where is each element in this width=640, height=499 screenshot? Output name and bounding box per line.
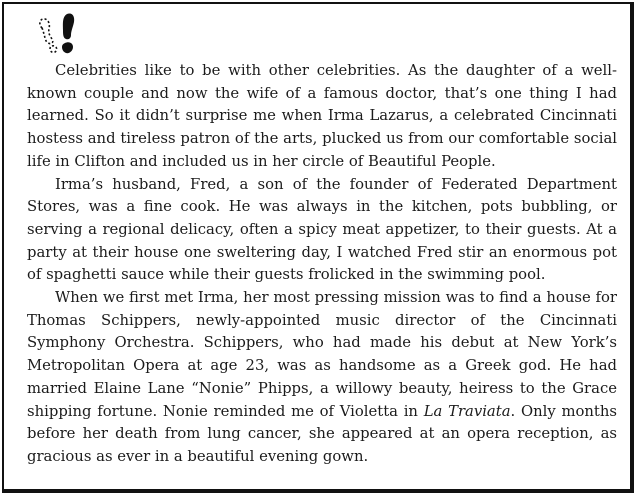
paragraph-3-part-1: When we first met Irma, her most pressing mission was to find a house for Thomas Schippers, newly-appointed music director of the Cincinnati Symphony Orchestra. Schippers, who had made his debut at New York’s Metropolitan Opera at age 23, was as handsome as a Greek god. He had married Elaine Lane “Nonie” Phipps, a willowy beauty, heiress to the Grace shipping fortune. Nonie reminded me of Violetta in [27,289,617,420]
paragraph-1: Celebrities like to be with other celebrities. As the daughter of a well-known couple and now the wife of a famous doctor, that’s one thing I had learned. So it didn’t surprise me when Irma Lazarus, a celebrated Cincinnati hostess and tireless patron of the arts, plucked us from our comfortable social life in Clifton and included us in her circle of Beautiful People. [27,62,617,170]
paragraph-3 [27,287,617,469]
paragraph-2: Irma’s husband, Fred, a son of the founder of Federated Department Stores, was a fine cook. He was always in the kitchen, pots bubbling, or serving a regional delicacy, often a spicy meat appetizer, to their guests. At a party at their house one sweltering day, I watched Fred stir an enormous pot of spaghetti sauce while their guests frolicked in the swimming pool. [27,175,617,284]
footprints-icon [34,10,84,60]
opera-title: La Traviata [423,402,511,420]
solid-footprint [62,13,74,53]
body-text [27,60,617,469]
paragraph-3-part-2: . Only months before her death from lung cancer, she appeared at an opera reception, as gracious as ever in a beautiful evening gown. [27,402,617,465]
book-page [2,2,634,493]
dotted-footprint [40,19,57,53]
